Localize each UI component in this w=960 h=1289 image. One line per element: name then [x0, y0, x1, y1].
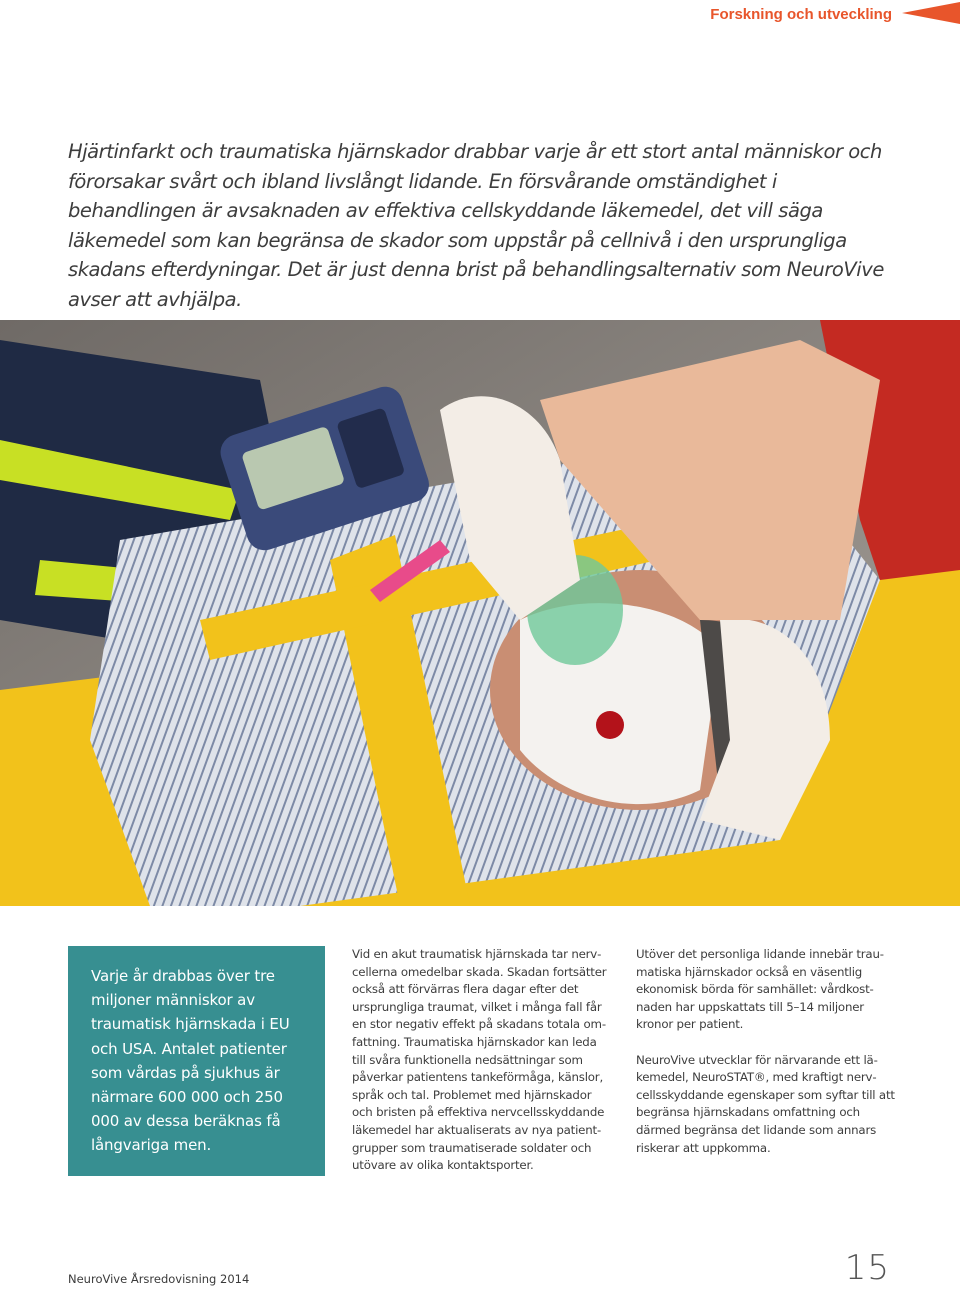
- section-title: Forskning och utveckling: [710, 6, 892, 23]
- body-column-2: [352, 946, 612, 1192]
- column3-paragraph-1: Utöver det personliga lidande innebär traumatiska hjärnskador också en väsentlig ekonomisk börda för samhället: vårdkostnaden har uppskattats till 5–14 miljoner kronor per patient.: [636, 947, 884, 1032]
- footer-publication: NeuroVive Årsredovisning 2014: [68, 1272, 250, 1286]
- paramedic-photo: [0, 320, 960, 906]
- column3-paragraph-2: NeuroVive utvecklar för närvarande ett läkemedel, NeuroSTAT®, med kraftigt nervcellsskyddande egenskaper som syftar till att begränsa hjärnskadans omfattning och därmed begränsa det lidande som annars riskerar att uppkomma.: [636, 1052, 895, 1155]
- column2-paragraph-1: Vid en akut traumatisk hjärnskada tar nervcellerna omedelbar skada. Skadan fortsätter också att förvärras flera dagar efter det ursprungliga traumat, vilket i många fall får en stor negativ effekt på skadans totala omfattning. Traumatiska hjärnskador kan leda till svåra funktionella nedsättningar som påverkar patientens tankeförmåga, känslor, språk och tal. Problemet med hjärnskador och bristen på effektiva nervcellsskyddande läkemedel har aktualiserats av nya patientgrupper som traumatiserade soldater och utövare av olika kontaktsporter.: [352, 947, 607, 1173]
- section-flag-icon: [902, 2, 960, 24]
- page-number: 15: [844, 1248, 890, 1288]
- intro-text: Hjärtinfarkt och traumatiska hjärnskador drabbar varje år ett stort antal människor och förorsakar svårt och ibland livslångt lidande. En försvårande omständighet i behandlingen är avsaknaden av effektiva cellskyddande läkemedel, det vill säga läkemedel som kan begränsa de skador som uppstår på cellnivå i den ursprungliga skadans efterdyningar. Det är just denna brist på behandlingsalternativ som NeuroVive avser att avhjälpa.: [68, 140, 884, 311]
- callout-text: Varje år drabbas över tre miljoner människor av traumatisk hjärnskada i EU och USA. Antalet patienter som vårdas på sjukhus är närmare 600 000 och 250 000 av dessa beräknas få långvariga men.: [91, 967, 290, 1155]
- fact-callout: [68, 946, 325, 1176]
- body-column-3: [636, 946, 896, 1175]
